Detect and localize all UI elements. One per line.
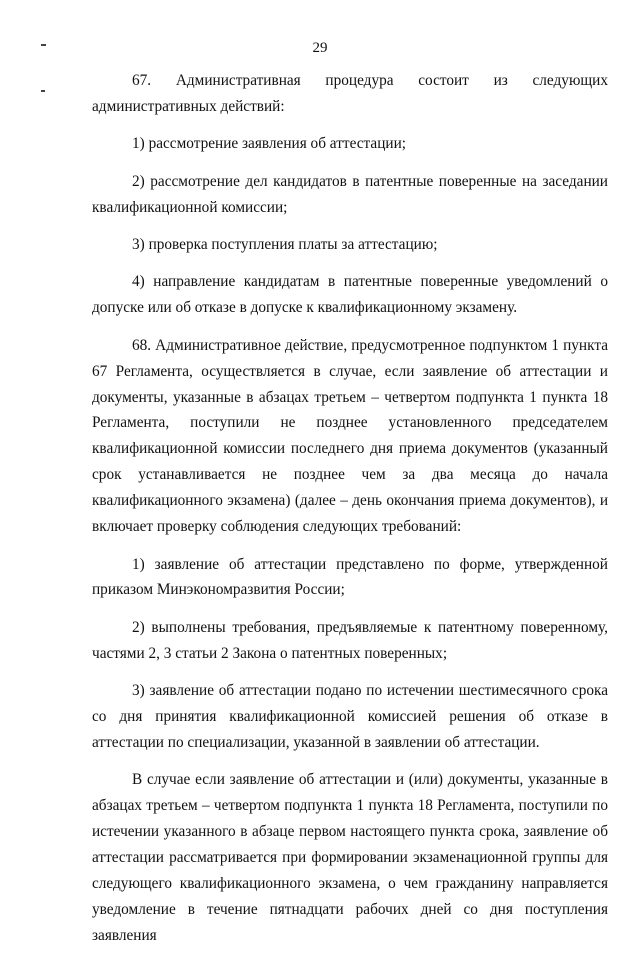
requirement-1: 1) заявление об аттестации представлено по форме, утвержденной приказом Минэкономразвития России; bbox=[92, 555, 608, 599]
list-item-2: 2) рассмотрение дел кандидатов в патентные поверенные на заседании квалификационной комиссии; bbox=[92, 172, 608, 216]
list-item-4: 4) направление кандидатам в патентные поверенные уведомлений о допуске или об отказе в допуске к квалификационному экзамену. bbox=[92, 273, 608, 317]
requirement-3: 3) заявление об аттестации подано по истечении шестимесячного срока со дня принятия квалификационной комиссией решения об отказе в аттестации по специализации, указанной в заявлении об аттестации. bbox=[92, 682, 608, 751]
document-body bbox=[92, 68, 608, 960]
paragraph-late-submission: В случае если заявление об аттестации и (или) документы, указанные в абзацах третьем – четвертом подпункта 1 пункта 18 Регламента, поступили по истечении указанного в абзаце первом настоящего пункта срока, заявление об аттестации рассматривается при формировании экзаменационной группы для следующего квалификационного экзамена, о чем гражданину направляется уведомление в течение пятнадцати рабочих дней со дня поступления заявления bbox=[92, 771, 608, 944]
page-number: 29 bbox=[312, 40, 328, 56]
requirement-2: 2) выполнены требования, предъявляемые к патентному поверенному, частями 2, 3 статьи 2 Закона о патентных поверенных; bbox=[92, 618, 608, 662]
paragraph-67: 67. Административная процедура состоит из следующих административных действий: bbox=[92, 72, 608, 115]
list-item-3: 3) проверка поступления платы за аттестацию; bbox=[132, 236, 438, 254]
scan-mark bbox=[41, 90, 45, 92]
list-item-1: 1) рассмотрение заявления об аттестации; bbox=[132, 135, 406, 153]
paragraph-68: 68. Административное действие, предусмотренное подпунктом 1 пункта 67 Регламента, осуществляется в случае, если заявление об аттестации и документы, указанные в абзацах третьем – четвертом подпункта 1 пункта 18 Регламента, поступили не позднее установленного председателем квалификационной комиссии последнего дня приема документов (указанный срок устанавливается не позднее чем за два месяца до начала квалификационного экзамена) (далее – день окончания приема документов), и включает проверку соблюдения следующих требований: bbox=[92, 336, 608, 536]
